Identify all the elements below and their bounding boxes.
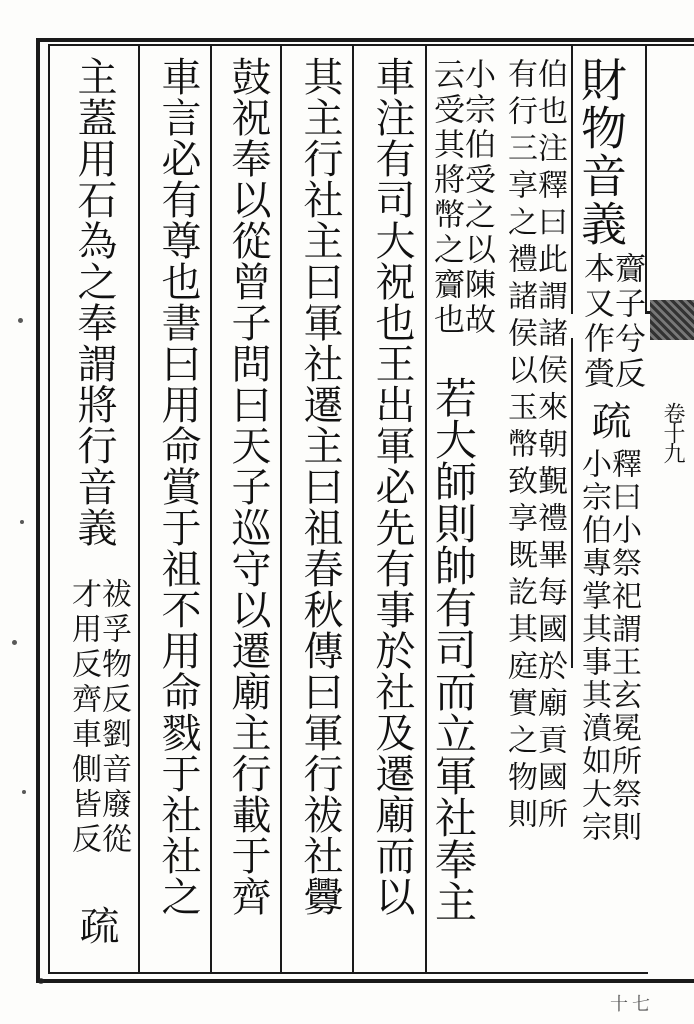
commentary-left: 有行三享之禮諸侯以玉幣致享既訖其庭實之物則: [502, 58, 537, 835]
scan-speck: [38, 978, 44, 984]
text-column-1: [574, 56, 628, 248]
top-border: [48, 44, 694, 46]
commentary-pair-3: [428, 58, 495, 338]
main-text: 主蓋用石為之奉謂將行音義: [71, 56, 117, 548]
scan-speck: [20, 520, 24, 524]
text-column-8b: [73, 905, 119, 947]
commentary-left: 本又作賫: [578, 252, 614, 392]
scan-speck: [18, 318, 23, 323]
main-text: 若大師則帥有司而立軍社奉主: [429, 376, 478, 922]
text-column-7: 車言必有尊也書曰用命賞于祖不用命戮于社社之: [155, 56, 201, 917]
commentary-pair-1: [578, 252, 645, 392]
text-column-6: 鼓祝奉以從曾子問曰天子巡守以遷廟主行載于齊: [225, 56, 271, 917]
column-rule: [425, 46, 427, 974]
text-column-5: 其主行社主曰軍社遷主曰祖春秋傳曰軍行祓社釁: [297, 56, 343, 917]
column-rule: [280, 46, 282, 974]
commentary-right: 齎子兮反: [609, 252, 645, 392]
column-rule: [210, 46, 212, 974]
page-number: 十七: [610, 994, 654, 1015]
commentary-left: 小宗伯專掌其事其濆如大宗: [576, 448, 611, 844]
text-column-1b: [585, 400, 631, 442]
fish-tail-mark: [650, 300, 694, 340]
commentary-pair-1b: [576, 448, 641, 844]
commentary-left: 云受其將幣之齎也: [428, 58, 464, 338]
text-column-4: 車注有司大祝也王出軍必先有事於社及遷廟而以: [369, 56, 415, 917]
volume-label: 卷十九: [660, 402, 685, 462]
text-column-3: [429, 376, 478, 922]
column-rule: [138, 46, 140, 974]
main-text: 財物音義: [574, 56, 628, 248]
shu-marker: 疏: [73, 905, 119, 947]
shu-marker: 疏: [585, 400, 631, 442]
commentary-right: 祓孚物反劉音廢從: [96, 578, 131, 858]
commentary-left: 才用反齊車側皆反: [66, 578, 101, 858]
commentary-right: 伯也注釋曰此謂諸侯來朝覲禮畢每國於廟貢國所: [532, 58, 567, 835]
commentary-right: 釋曰小祭祀謂王玄冕所祭則: [606, 448, 641, 844]
scan-speck: [12, 640, 17, 645]
column-rule: [352, 46, 354, 974]
column-rule: [571, 46, 573, 314]
fish-tail-block: [645, 46, 694, 314]
column-rule: [571, 338, 573, 668]
commentary-pair-8: [66, 578, 131, 858]
scan-speck: [22, 790, 26, 794]
commentary-right: 小宗伯受之以陳故: [459, 58, 495, 338]
commentary-pair-2: [502, 58, 567, 835]
text-column-8: [71, 56, 117, 548]
